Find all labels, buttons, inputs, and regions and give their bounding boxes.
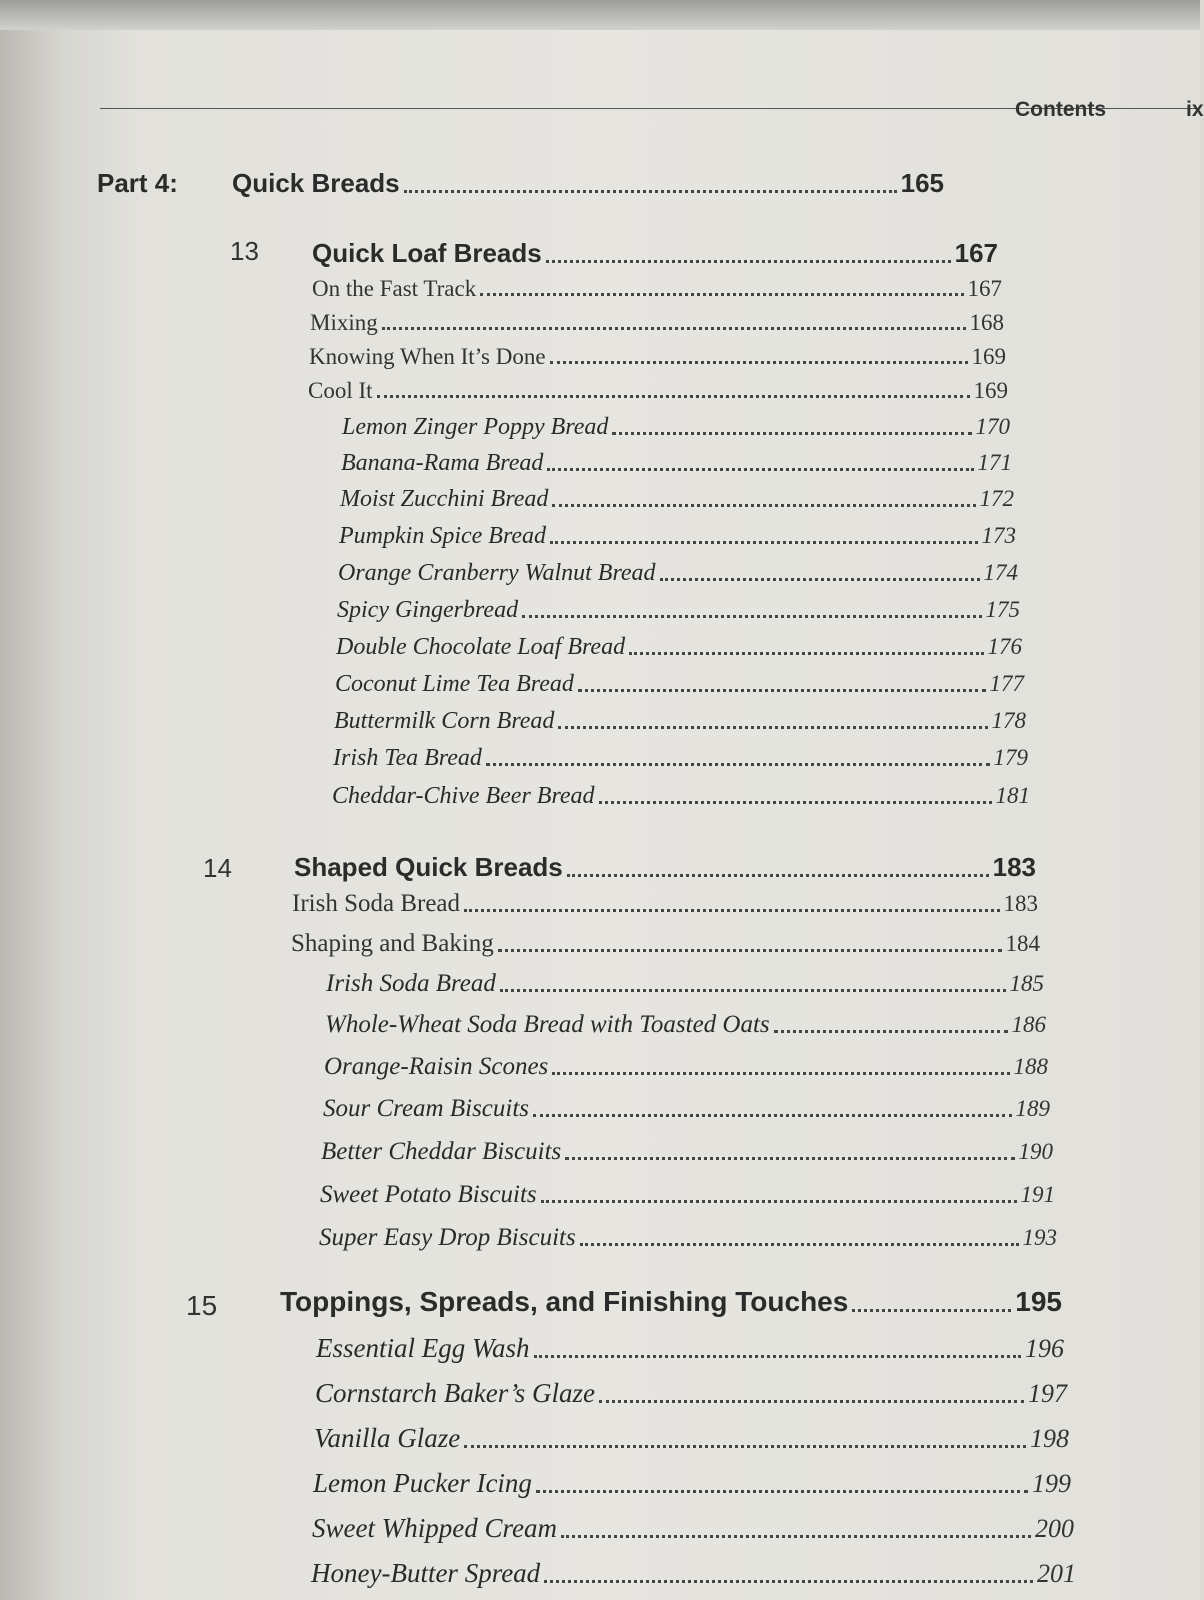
recipe-page: 181 (995, 783, 1030, 808)
part-page: 165 (900, 168, 944, 198)
recipe-page: 173 (981, 523, 1016, 548)
section-title: Mixing (310, 310, 378, 335)
part-title: Quick Breads (232, 168, 400, 198)
toc-chapter-entry (280, 1286, 1062, 1318)
recipe-title: Buttermilk Corn Bread (334, 708, 555, 734)
recipe-title: Orange-Raisin Scones (324, 1053, 549, 1080)
chapter-title: Shaped Quick Breads (294, 852, 563, 882)
leader-dots (629, 652, 983, 655)
recipe-title: Sweet Potato Biscuits (320, 1181, 537, 1208)
recipe-page: 198 (1030, 1424, 1069, 1453)
section-title: On the Fast Track (312, 276, 477, 301)
recipe-page: 178 (991, 708, 1026, 733)
toc-recipe-entry (316, 1333, 1064, 1364)
recipe-title: Better Cheddar Biscuits (321, 1138, 562, 1165)
toc-section-entry (308, 378, 1008, 404)
toc-recipe-entry (342, 414, 1010, 441)
toc-recipe-entry (314, 1423, 1069, 1454)
recipe-page: 174 (983, 560, 1018, 585)
toc-recipe-entry (315, 1378, 1067, 1409)
recipe-page: 175 (985, 597, 1020, 622)
toc-section-entry (312, 276, 1002, 302)
section-title: Irish Soda Bread (292, 890, 461, 917)
chapter-page: 195 (1015, 1286, 1062, 1317)
toc-recipe-entry (325, 1011, 1046, 1039)
toc-recipe-entry (311, 1558, 1076, 1589)
toc-recipe-entry (332, 783, 1030, 810)
leader-dots (464, 909, 999, 912)
recipe-title: Lemon Pucker Icing (313, 1468, 532, 1498)
leader-dots (544, 1580, 1033, 1583)
recipe-title: Essential Egg Wash (316, 1333, 530, 1363)
toc-recipe-entry (320, 1181, 1055, 1209)
toc-recipe-entry (333, 745, 1028, 772)
recipe-page: 186 (1011, 1012, 1046, 1037)
leader-dots (486, 763, 990, 766)
recipe-title: Orange Cranberry Walnut Bread (338, 560, 656, 586)
chapter-title: Quick Loaf Breads (312, 238, 542, 268)
toc-recipe-entry (312, 1513, 1074, 1544)
recipe-title: Lemon Zinger Poppy Bread (342, 414, 609, 440)
toc-recipe-entry (313, 1468, 1071, 1499)
chapter-page: 183 (992, 852, 1036, 882)
recipe-title: Irish Tea Bread (333, 745, 482, 771)
leader-dots (480, 293, 963, 296)
leader-dots (533, 1114, 1011, 1117)
toc-chapter-entry (312, 238, 998, 269)
leader-dots (599, 801, 992, 804)
section-page: 184 (1005, 931, 1040, 956)
recipe-page: 199 (1032, 1469, 1071, 1498)
leader-dots (546, 260, 951, 263)
toc-recipe-entry (324, 1053, 1048, 1081)
recipe-title: Banana-Rama Bread (341, 450, 544, 476)
recipe-title: Sweet Whipped Cream (312, 1513, 557, 1543)
recipe-title: Irish Soda Bread (326, 970, 496, 997)
recipe-page: 170 (975, 414, 1010, 439)
toc-chapter-entry (294, 852, 1036, 883)
section-page: 169 (973, 378, 1008, 403)
section-page: 168 (969, 310, 1004, 335)
leader-dots (612, 432, 971, 435)
recipe-page: 177 (989, 671, 1024, 696)
toc-section-entry (291, 930, 1040, 958)
recipe-page: 190 (1018, 1139, 1053, 1164)
recipe-title: Double Chocolate Loaf Bread (336, 634, 626, 660)
recipe-title: Sour Cream Biscuits (323, 1095, 530, 1122)
chapter-title: Toppings, Spreads, and Finishing Touches (280, 1286, 849, 1317)
leader-dots (550, 361, 968, 364)
leader-dots (660, 578, 980, 581)
leader-dots (552, 504, 975, 507)
leader-dots (498, 949, 1002, 952)
leader-dots (580, 1243, 1019, 1246)
recipe-title: Coconut Lime Tea Bread (335, 671, 574, 697)
leader-dots (550, 541, 977, 544)
recipe-page: 171 (977, 450, 1012, 475)
section-page: 169 (971, 344, 1006, 369)
toc-recipe-entry (319, 1224, 1057, 1252)
recipe-page: 172 (979, 486, 1014, 511)
leader-dots (536, 1490, 1028, 1493)
chapter-number: 14 (203, 853, 232, 883)
chapter-number: 13 (230, 236, 259, 266)
leader-dots (578, 689, 986, 692)
section-title: Cool It (308, 378, 373, 403)
leader-dots (599, 1400, 1024, 1403)
leader-dots (565, 1157, 1014, 1160)
recipe-page: 196 (1025, 1334, 1064, 1363)
leader-dots (561, 1535, 1031, 1538)
toc-recipe-entry (336, 634, 1022, 661)
toc-section-entry (292, 890, 1038, 918)
page-number: ix (1186, 98, 1204, 121)
recipe-title: Whole-Wheat Soda Bread with Toasted Oats (325, 1011, 770, 1038)
toc-recipe-entry (337, 597, 1020, 624)
chapter-page: 167 (954, 238, 998, 268)
recipe-page: 188 (1013, 1054, 1048, 1079)
leader-dots (552, 1072, 1009, 1075)
part-number: Part 4: (97, 168, 178, 198)
recipe-title: Super Easy Drop Biscuits (319, 1224, 576, 1251)
recipe-title: Cornstarch Baker’s Glaze (315, 1378, 595, 1408)
leader-dots (522, 615, 981, 618)
recipe-page: 193 (1022, 1225, 1057, 1250)
toc-recipe-entry (340, 486, 1014, 513)
chapter-number: 15 (186, 1290, 218, 1321)
leader-dots (404, 190, 897, 193)
leader-dots (774, 1030, 1008, 1033)
toc-recipe-entry (334, 708, 1026, 735)
toc-recipe-entry (339, 523, 1016, 550)
running-head: Contents (1015, 98, 1106, 121)
leader-dots (377, 395, 970, 398)
section-page: 167 (967, 276, 1002, 301)
toc-part-entry (97, 168, 944, 199)
section-title: Shaping and Baking (291, 930, 494, 957)
toc-recipe-entry (341, 450, 1012, 477)
recipe-title: Moist Zucchini Bread (340, 486, 549, 512)
recipe-page: 191 (1020, 1182, 1055, 1207)
leader-dots (464, 1445, 1026, 1448)
recipe-page: 200 (1035, 1514, 1074, 1543)
toc-recipe-entry (326, 970, 1044, 998)
toc-recipe-entry (338, 560, 1018, 587)
leader-dots (852, 1309, 1011, 1312)
recipe-page: 179 (993, 745, 1028, 770)
recipe-page: 189 (1015, 1096, 1050, 1121)
recipe-title: Honey-Butter Spread (311, 1558, 541, 1588)
toc-section-entry (309, 344, 1006, 370)
leader-dots (547, 468, 973, 471)
leader-dots (534, 1355, 1021, 1358)
page-edge-shadow (0, 0, 1200, 30)
recipe-page: 201 (1037, 1559, 1076, 1588)
leader-dots (500, 989, 1006, 992)
section-title: Knowing When It’s Done (309, 344, 546, 369)
recipe-title: Pumpkin Spice Bread (339, 523, 547, 549)
toc-recipe-entry (335, 671, 1024, 698)
leader-dots (567, 874, 989, 877)
recipe-page: 197 (1028, 1379, 1067, 1408)
leader-dots (541, 1200, 1017, 1203)
recipe-title: Vanilla Glaze (314, 1423, 461, 1453)
section-page: 183 (1003, 891, 1038, 916)
recipe-page: 185 (1009, 971, 1044, 996)
recipe-title: Cheddar-Chive Beer Bread (332, 783, 595, 809)
leader-dots (558, 726, 987, 729)
recipe-title: Spicy Gingerbread (337, 597, 519, 623)
recipe-page: 176 (987, 634, 1022, 659)
leader-dots (382, 327, 966, 330)
toc-section-entry (310, 310, 1004, 336)
toc-recipe-entry (323, 1095, 1050, 1123)
toc-recipe-entry (321, 1138, 1053, 1166)
